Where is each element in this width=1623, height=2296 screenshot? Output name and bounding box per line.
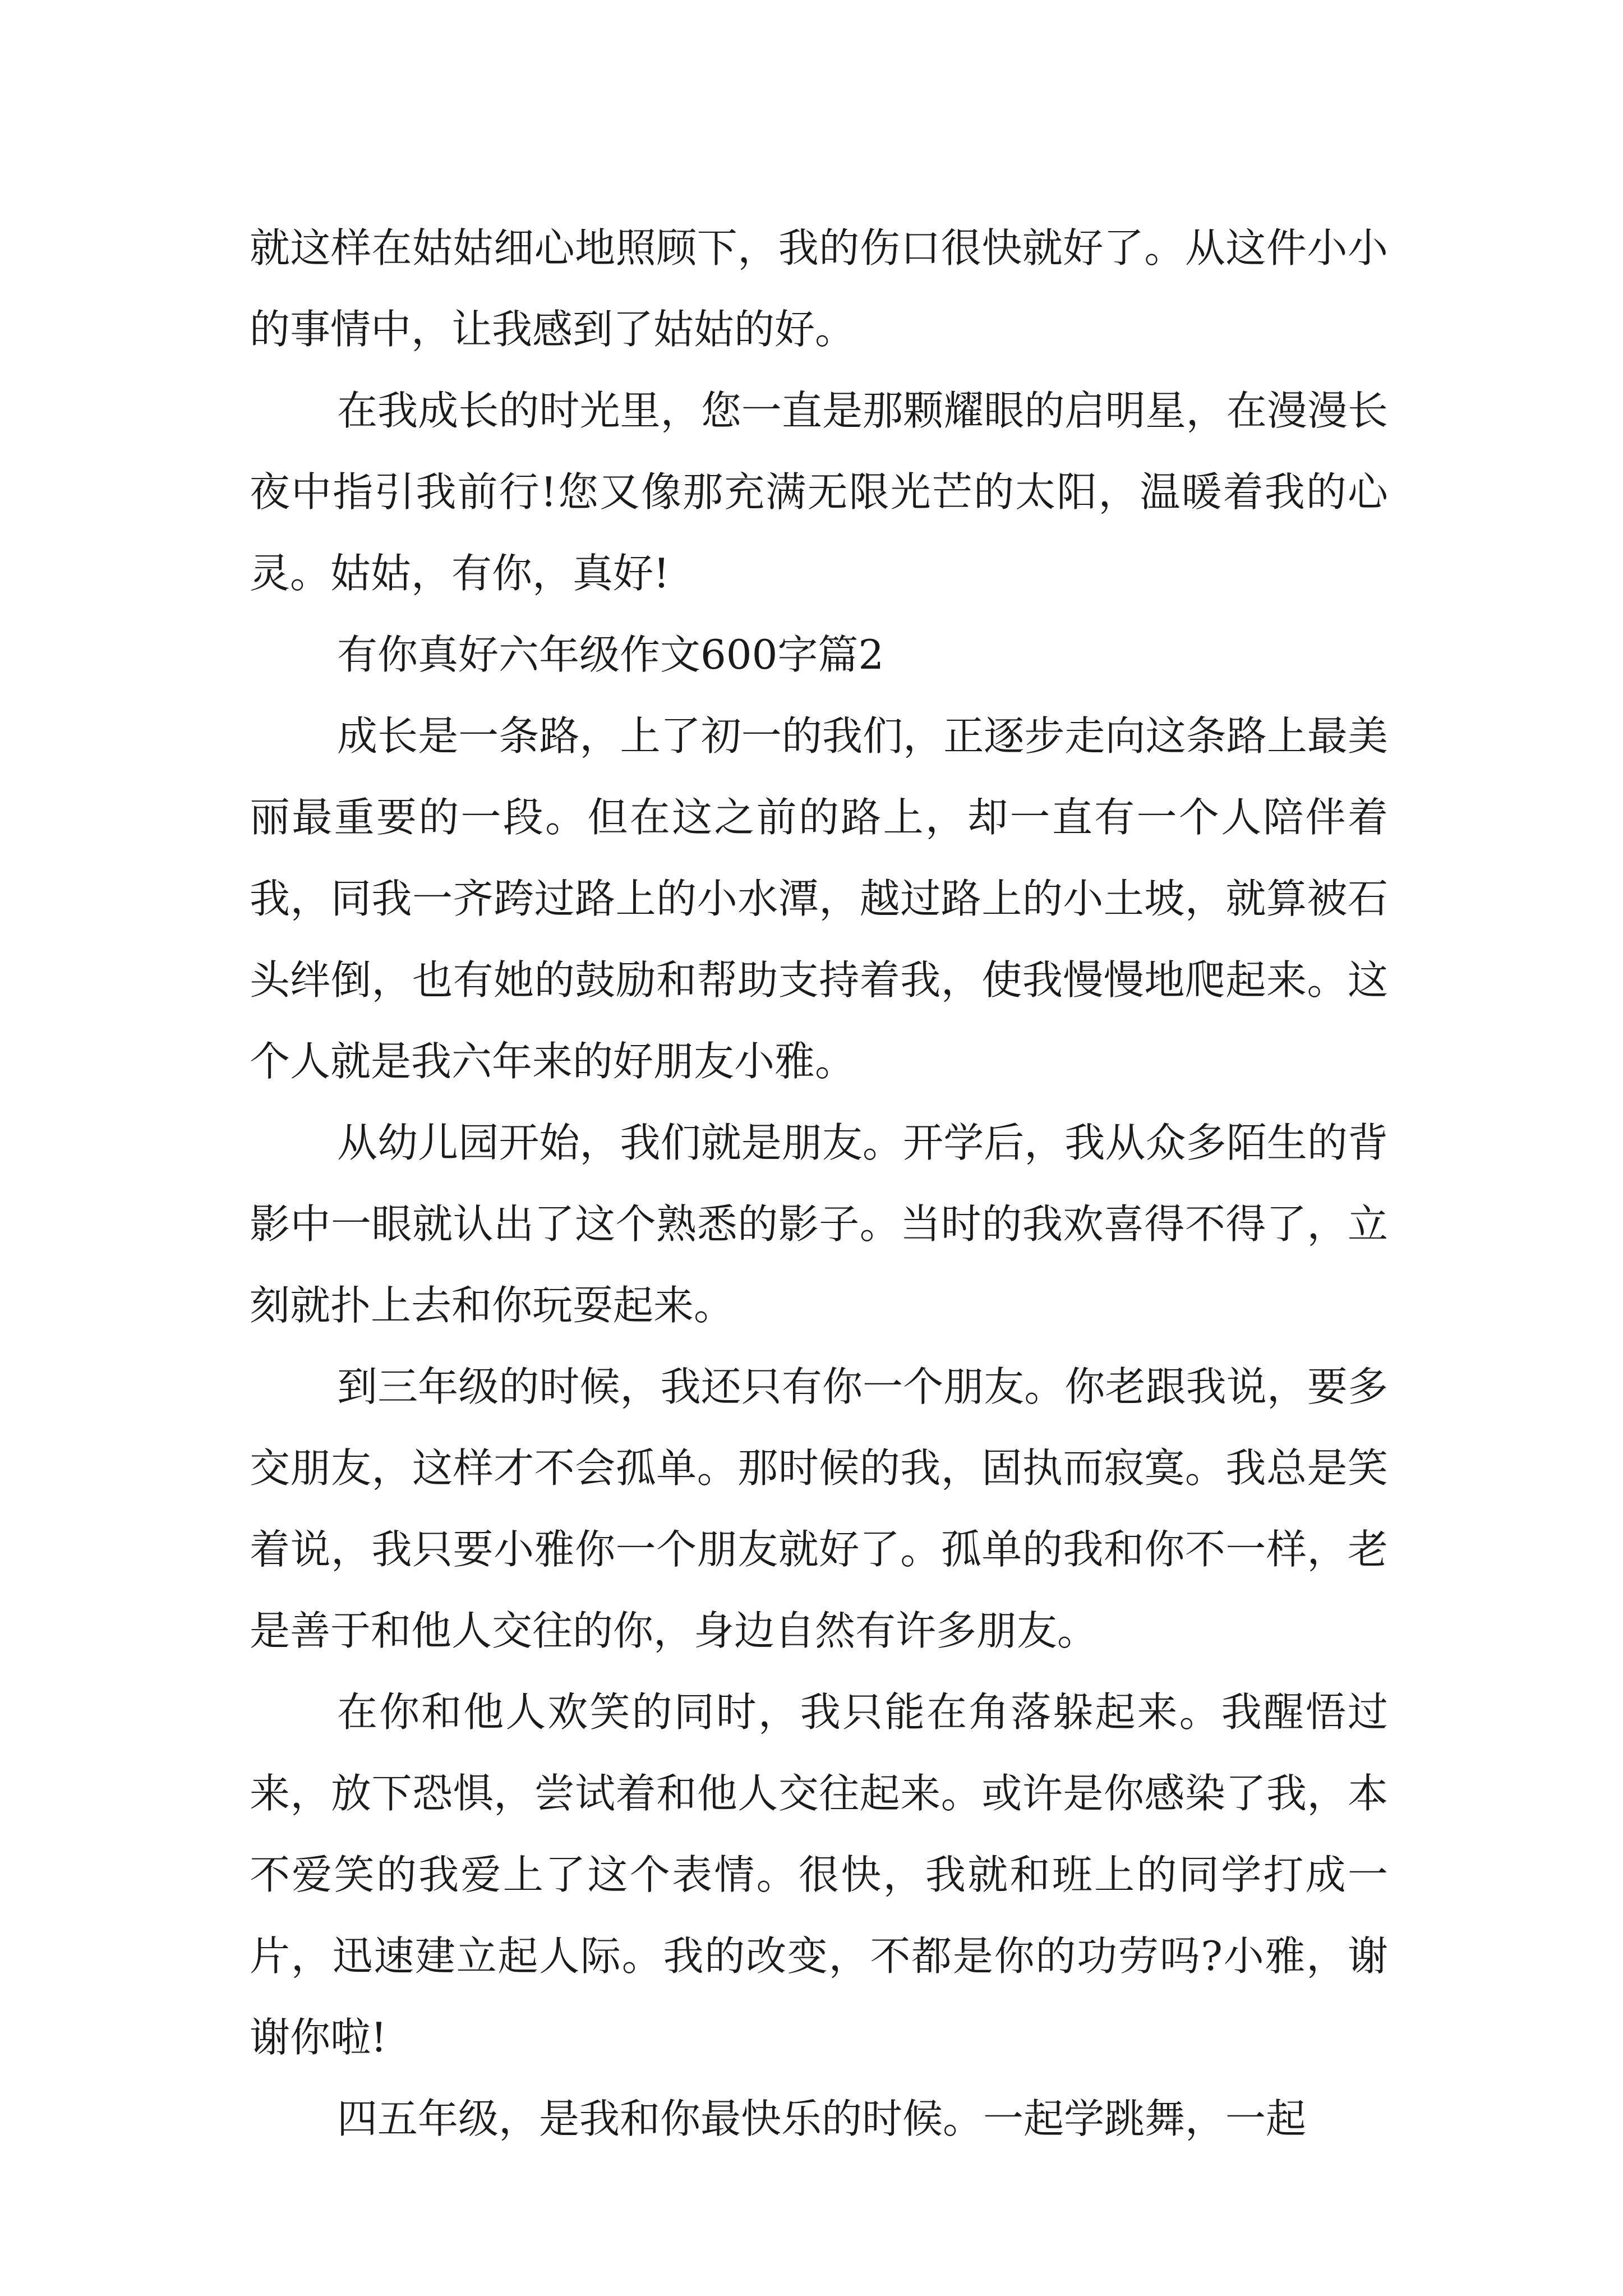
paragraph: 在我成长的时光里，您一直是那颗耀眼的启明星，在漫漫长夜中指引我前行!您又像那充满无限光芒的太阳，温暖着我的心灵。姑姑，有你，真好! — [250, 387, 1388, 597]
paragraph: 成长是一条路，上了初一的我们，正逐步走向这条路上最美丽最重要的一段。但在这之前的路上，却一直有一个人陪伴着我，同我一齐跨过路上的小水潭，越过路上的小土坡，就算被石头绊倒，也有她的鼓励和帮助支持着我，使我慢慢地爬起来。这个人就是我六年来的好朋友小雅。 — [250, 712, 1388, 1085]
document-body — [250, 208, 1388, 2160]
paragraph: 从幼儿园开始，我们就是朋友。开学后，我从众多陌生的背影中一眼就认出了这个熟悉的影子。当时的我欢喜得不得了，立刻就扑上去和你玩耍起来。 — [250, 1119, 1388, 1329]
paragraph: 四五年级，是我和你最快乐的时候。一起学跳舞，一起 — [337, 2095, 1307, 2142]
paragraph: 在你和他人欢笑的同时，我只能在角落躲起来。我醒悟过来，放下恐惧，尝试着和他人交往起来。或许是你感染了我，本不爱笑的我爱上了这个表情。很快，我就和班上的同学打成一片，迅速建立起人际。我的改变，不都是你的功劳吗?小雅，谢谢你啦! — [250, 1688, 1388, 2061]
paragraph: 到三年级的时候，我还只有你一个朋友。你老跟我说，要多交朋友，这样才不会孤单。那时候的我，固执而寂寞。我总是笑着说，我只要小雅你一个朋友就好了。孤单的我和你不一样，老是善于和他人交往的你，身边自然有许多朋友。 — [250, 1363, 1388, 1654]
section-heading: 有你真好六年级作文600字篇2 — [337, 631, 884, 678]
paragraph: 就这样在姑姑细心地照顾下，我的伤口很快就好了。从这件小小的事情中，让我感到了姑姑的好。 — [250, 224, 1388, 353]
